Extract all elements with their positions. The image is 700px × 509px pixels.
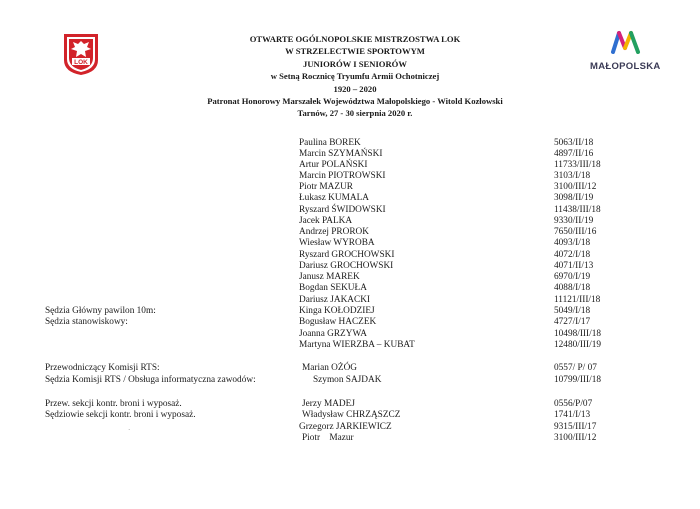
person-name: Marian OŻÓG <box>302 363 357 373</box>
person-name: Wiesław WYROBA <box>299 238 375 248</box>
header-patronage: Patronat Honorowy Marszałek Województwa Małopolskiego - Witold Kozłowski <box>207 96 503 107</box>
role-label: Sędzia stanowiskowy: <box>45 317 128 327</box>
license-number: 4897/II/16 <box>554 149 594 159</box>
person-name: Ryszard GROCHOWSKI <box>299 250 395 260</box>
document-header <box>190 33 520 120</box>
scan-speck: · <box>128 426 131 434</box>
header-years: 1920 – 2020 <box>333 83 377 94</box>
license-number: 10799/III/18 <box>554 375 601 385</box>
license-number: 3098/II/19 <box>554 193 594 203</box>
license-number: 12480/III/19 <box>554 340 601 350</box>
license-number: 3103/I/18 <box>554 171 591 181</box>
person-name: Dariusz JAKACKI <box>299 295 371 305</box>
person-name: Piotr MAZUR <box>299 182 353 192</box>
person-name: Bogusław HACZEK <box>299 317 377 327</box>
person-name: Bogdan SEKUŁA <box>299 283 367 293</box>
person-name: Piotr Mazur <box>302 433 354 443</box>
license-number: 4093/I/18 <box>554 238 591 248</box>
person-name: Dariusz GROCHOWSKI <box>299 261 394 271</box>
lok-eagle-icon <box>62 32 100 76</box>
person-name: Martyna WIERZBA – KUBAT <box>299 340 415 350</box>
license-number: 9315/III/17 <box>554 422 597 432</box>
header-discipline: W STRZELECTWIE SPORTOWYM <box>285 46 425 57</box>
person-name: Grzegorz JARKIEWICZ <box>299 422 392 432</box>
lok-logo-text: LOK <box>74 59 88 66</box>
role-label: Sędzia Komisji RTS / Obsługa informatyczna zawodów: <box>45 375 256 385</box>
person-name: Marcin SZYMAŃSKI <box>299 149 383 159</box>
header-title: OTWARTE OGÓLNOPOLSKIE MISTRZOSTWA LOK <box>249 34 461 44</box>
license-number: 4071/II/13 <box>554 261 594 271</box>
license-number: 1741/I/13 <box>554 410 591 420</box>
person-name: Andrzej PROROK <box>299 227 369 237</box>
person-name: Joanna GRZYWA <box>299 329 367 339</box>
person-name: Jerzy MADEJ <box>302 399 355 409</box>
license-number: 0557/ P/ 07 <box>554 363 597 373</box>
lok-logo <box>62 32 100 76</box>
license-number: 10498/III/18 <box>554 329 601 339</box>
person-name: Władysław CHRZĄSZCZ <box>302 410 401 420</box>
person-name: Janusz MAREK <box>299 272 360 282</box>
malopolska-logo <box>590 30 661 72</box>
person-name: Jacek PALKA <box>299 216 353 226</box>
role-label: Sędzia Główny pawilon 10m: <box>45 306 156 316</box>
header-date: Tarnów, 27 - 30 sierpnia 2020 r. <box>297 108 413 119</box>
header-category: JUNIORÓW I SENIORÓW <box>303 58 407 69</box>
license-number: 5049/I/18 <box>554 306 591 316</box>
license-number: 3100/III/12 <box>554 182 597 192</box>
license-number: 0556/P/07 <box>554 399 593 409</box>
header-anniversary: w Setną Rocznicę Tryumfu Armii Ochotniczej <box>270 71 440 82</box>
person-name: Szymon SAJDAK <box>313 375 382 385</box>
license-number: 4727/I/17 <box>554 317 591 327</box>
malopolska-logo-text: MAŁOPOLSKA <box>590 61 661 72</box>
license-number: 7650/III/16 <box>554 227 597 237</box>
role-label: Sędziowie sekcji kontr. broni i wyposaż. <box>45 410 196 420</box>
license-number: 11438/III/18 <box>554 205 601 215</box>
license-number: 9330/II/19 <box>554 216 594 226</box>
license-number: 4088/I/18 <box>554 283 591 293</box>
person-name: Artur POLAŃSKI <box>299 160 368 170</box>
license-number: 5063/II/18 <box>554 138 594 148</box>
malopolska-mark-icon <box>611 30 641 54</box>
person-name: Marcin PIOTROWSKI <box>299 171 386 181</box>
person-name: Paulina BOREK <box>299 138 361 148</box>
license-number: 11121/III/18 <box>554 295 601 305</box>
license-number: 6970/I/19 <box>554 272 591 282</box>
role-label: Przewodniczący Komisji RTS: <box>45 363 160 373</box>
license-number: 3100/III/12 <box>554 433 597 443</box>
role-label: Przew. sekcji kontr. broni i wyposaż. <box>45 399 182 409</box>
license-number: 4072/I/18 <box>554 250 591 260</box>
person-name: Łukasz KUMALA <box>299 193 369 203</box>
license-number: 11733/III/18 <box>554 160 601 170</box>
person-name: Kinga KOŁODZIEJ <box>299 306 375 316</box>
person-name: Ryszard ŚWIDOWSKI <box>299 205 386 215</box>
